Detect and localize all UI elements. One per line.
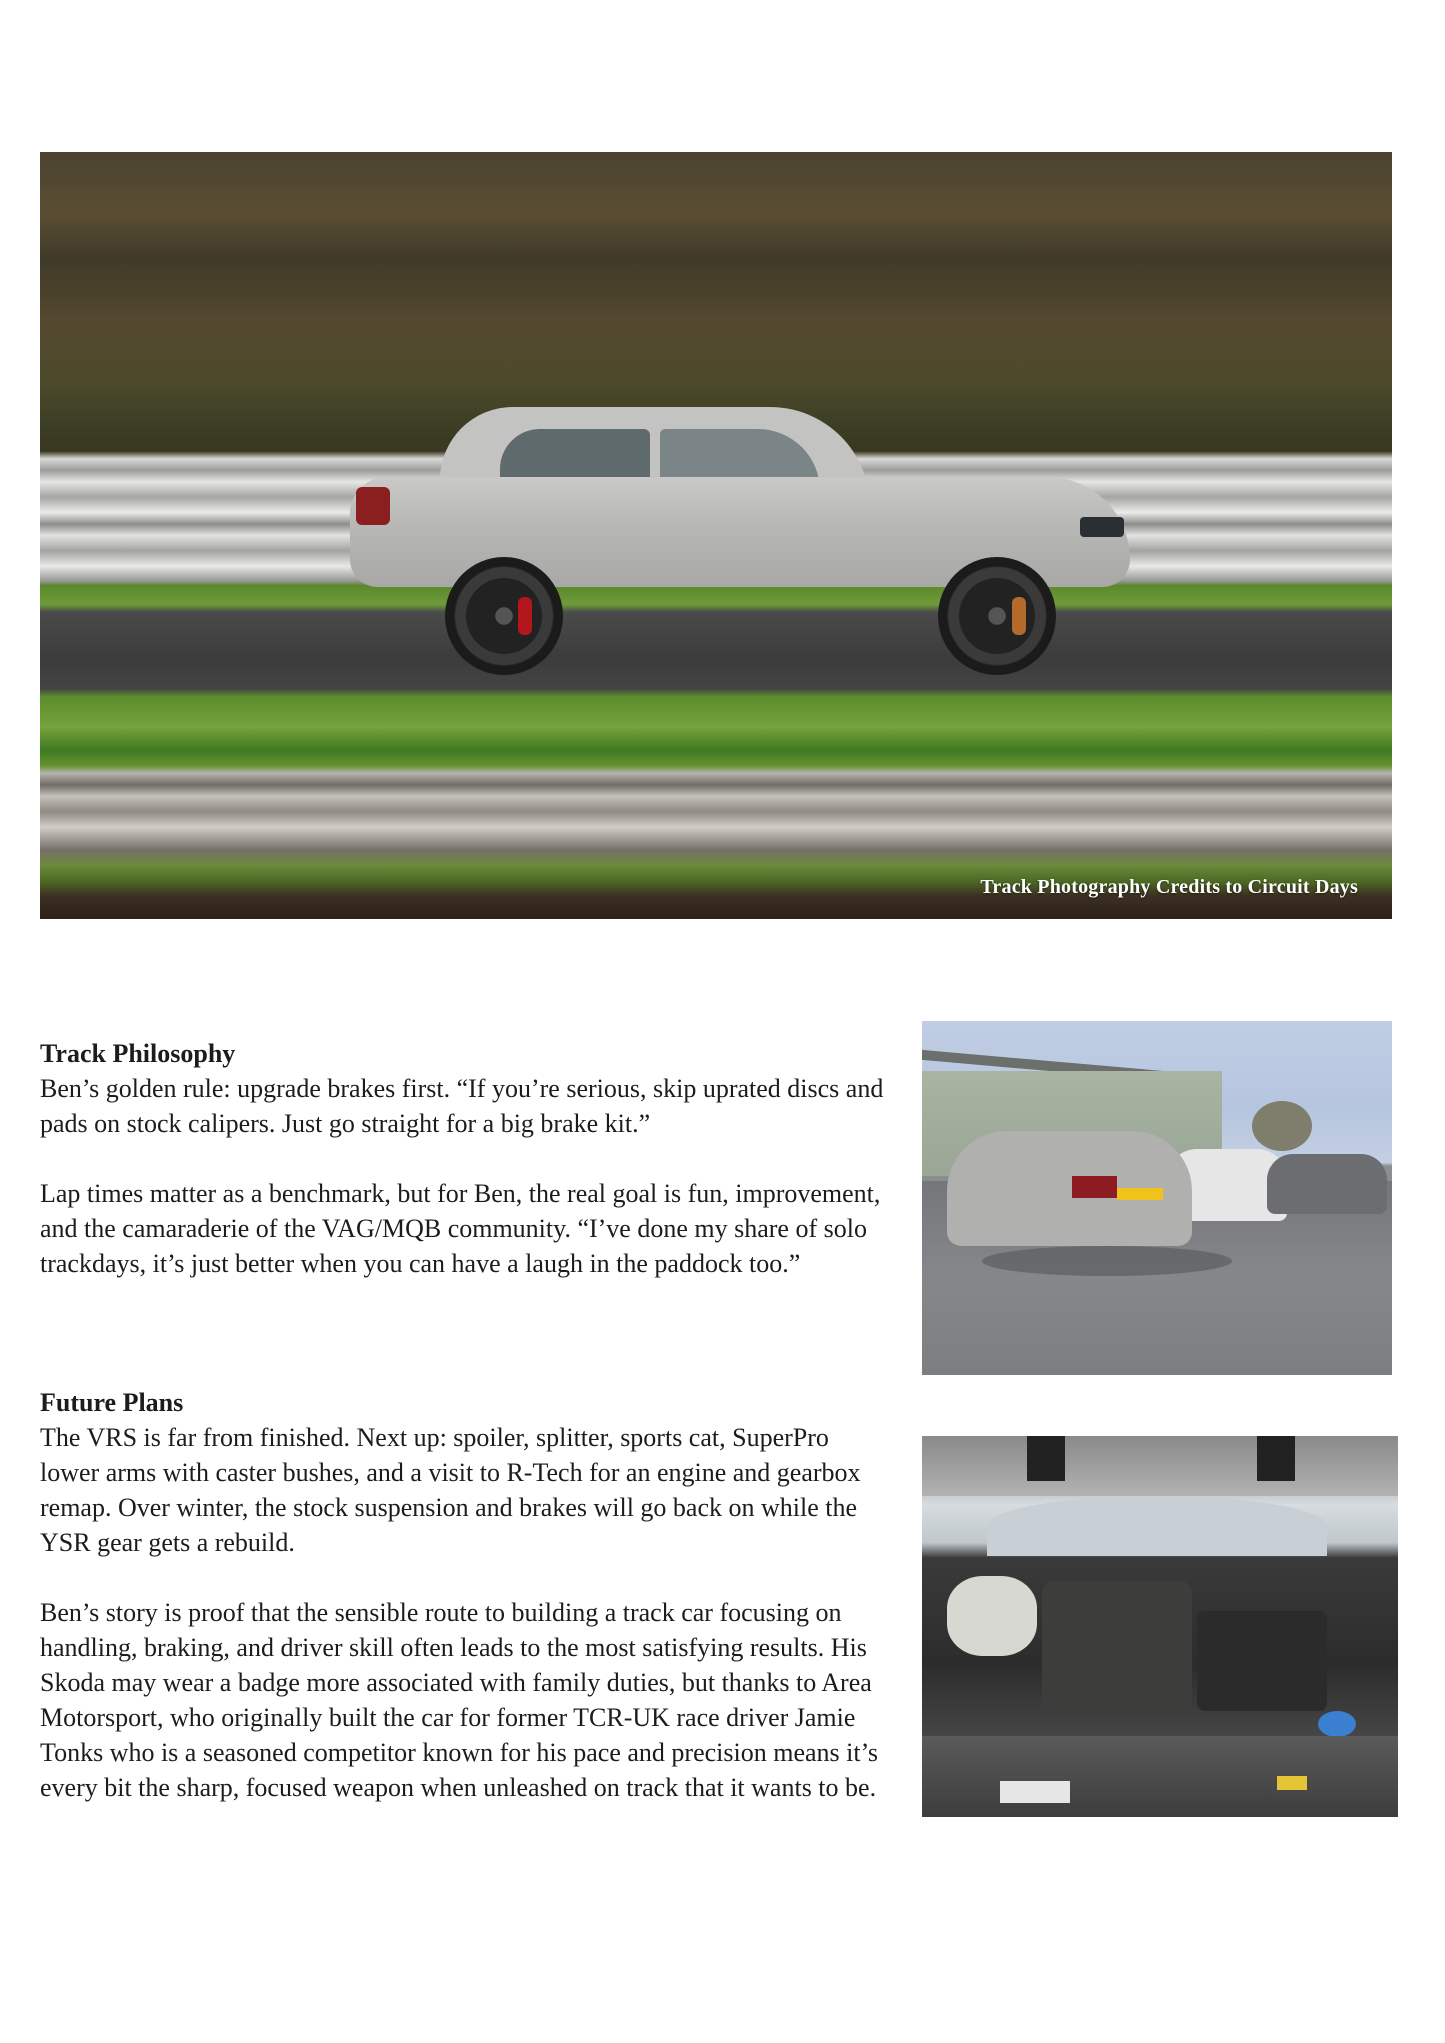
section-track-philosophy bbox=[40, 1036, 890, 1281]
paragraph: Lap times matter as a benchmark, but for Ben, the real goal is fun, improvement, and the camaraderie of the VAG/MQB community. “I’ve done my share of solo trackdays, it’s just better when you can have a laugh in the paddock too.” bbox=[40, 1179, 881, 1278]
paddock-photo bbox=[922, 1021, 1392, 1375]
paragraph: The VRS is far from finished. Next up: spoiler, splitter, sports cat, SuperPro lower arms with caster bushes, and a visit to R-Tech for an engine and gearbox remap. Over winter, the stock suspension and brakes will go back on while the YSR gear gets a rebuild. bbox=[40, 1423, 861, 1557]
paragraph: Ben’s golden rule: upgrade brakes first. “If you’re serious, skip uprated discs and pads on stock calipers. Just go straight for a big brake kit.” bbox=[40, 1074, 884, 1138]
photo-credit: Track Photography Credits to Circuit Days bbox=[980, 876, 1358, 898]
section-future-plans bbox=[40, 1385, 890, 1805]
car-illustration bbox=[350, 407, 1150, 647]
engine-bay-photo bbox=[922, 1436, 1398, 1817]
paragraph: Ben’s story is proof that the sensible route to building a track car focusing on handling, braking, and driver skill often leads to the most satisfying results. His Skoda may wear a badge more associated with family duties, but thanks to Area Motorsport, who originally built the car for former TCR-UK race driver Jamie Tonks who is a seasoned competitor known for his pace and precision means it’s every bit the sharp, focused weapon when unleashed on track that it wants to be. bbox=[40, 1598, 878, 1802]
section-heading: Track Philosophy bbox=[40, 1039, 236, 1068]
hero-track-photo bbox=[40, 152, 1392, 919]
section-heading: Future Plans bbox=[40, 1388, 184, 1417]
